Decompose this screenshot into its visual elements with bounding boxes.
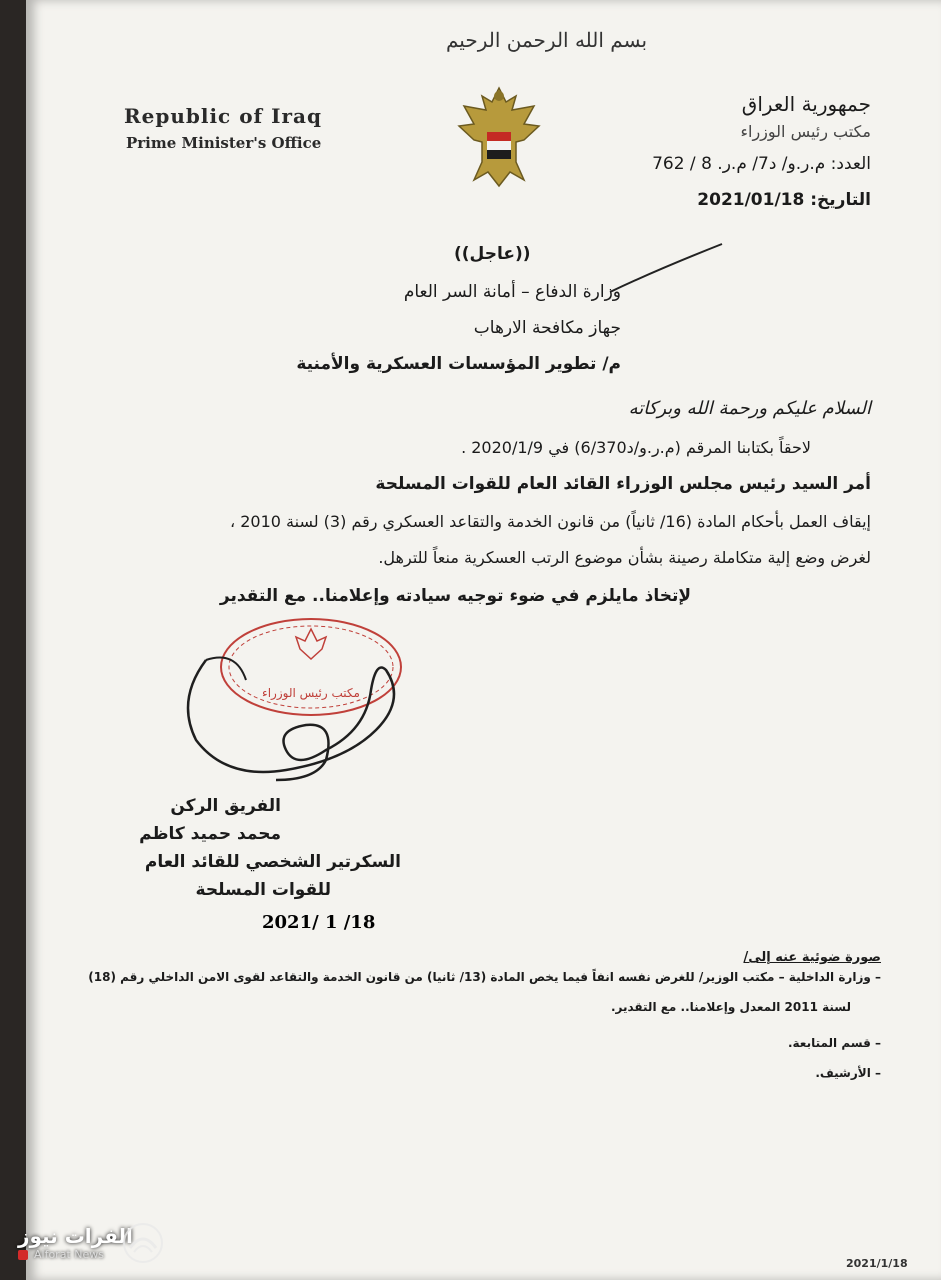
watermark-name-ar: الفرات نيوز	[18, 1224, 133, 1248]
country-name-en: Republic of Iraq	[124, 104, 322, 128]
recipient-line-2: جهاز مكافحة الارهاب	[473, 318, 621, 338]
greeting: السلام عليكم ورحمة الله وبركاته	[628, 398, 871, 419]
cc-item-1: – وزارة الداخلية – مكتب الوزير/ للغرض نفسه انفاً فيما يخص المادة (13/ ثانيا) من قانون الخدمة والتقاعد لقوى الامن الداخلي رقم (18)	[88, 970, 881, 984]
bismillah: بسم الله الرحمن الرحيم	[446, 28, 648, 52]
cc-heading: صورة ضوئية عنه إلى/	[743, 950, 881, 965]
seal-text: مكتب رئيس الوزراء	[262, 686, 360, 700]
office-name-ar: مكتب رئيس الوزراء	[740, 122, 871, 141]
footer-date: 2021/1/18	[846, 1257, 908, 1270]
iraq-eagle-emblem-icon	[454, 80, 544, 192]
handwritten-stroke	[606, 240, 726, 300]
country-name-ar: جمهورية العراق	[741, 92, 871, 116]
signatory-title-2: للقوات المسلحة	[195, 880, 331, 900]
office-name-en: Prime Minister's Office	[126, 134, 322, 152]
closing-line: لإتخاذ مايلزم في ضوء توجيه سيادته وإعلامنا.. مع التقدير	[219, 586, 691, 606]
handwritten-signature	[176, 630, 436, 790]
subject-line: م/ تطوير المؤسسات العسكرية والأمنية	[296, 354, 621, 374]
cc-item-3: – الأرشيف.	[815, 1066, 881, 1080]
signatory-name: محمد حميد كاظم	[139, 824, 281, 844]
body-paragraph-4: لغرض وضع إلية متكاملة رصينة بشأن موضوع الرتب العسكرية منعاً للترهل.	[378, 548, 871, 567]
body-paragraph-2: أمر السيد رئيس مجلس الوزراء القائد العام للقوات المسلحة	[375, 474, 871, 494]
document-page	[26, 0, 941, 1280]
signatory-title-1: السكرتير الشخصي للقائد العام	[144, 852, 401, 872]
document-date: التاريخ: 2021/01/18	[697, 190, 871, 210]
body-paragraph-1: لاحقاً بكتابنا المرقم (م.ر.و/د6/370) في 2020/1/9 .	[461, 438, 811, 457]
reference-number: العدد: م.ر.و/ د7/ م.ر. 8 / 762	[652, 154, 871, 174]
body-paragraph-3: إيقاف العمل بأحكام المادة (16/ ثانياً) من قانون الخدمة والتقاعد العسكري رقم (3) لسنة 2010 ،	[229, 512, 871, 531]
recipient-line-1: وزارة الدفاع – أمانة السر العام	[403, 282, 621, 302]
urgent-label: ((عاجل))	[454, 244, 531, 264]
cc-item-1-continued: لسنة 2011 المعدل وإعلامنا.. مع التقدير.	[610, 1000, 851, 1014]
watermark-name-en: Alforat News	[34, 1248, 104, 1261]
signatory-rank: الفريق الركن	[170, 796, 281, 816]
signature-date: 2021/ 1 /18	[262, 912, 376, 933]
cc-item-2: – قسم المتابعة.	[787, 1036, 881, 1050]
